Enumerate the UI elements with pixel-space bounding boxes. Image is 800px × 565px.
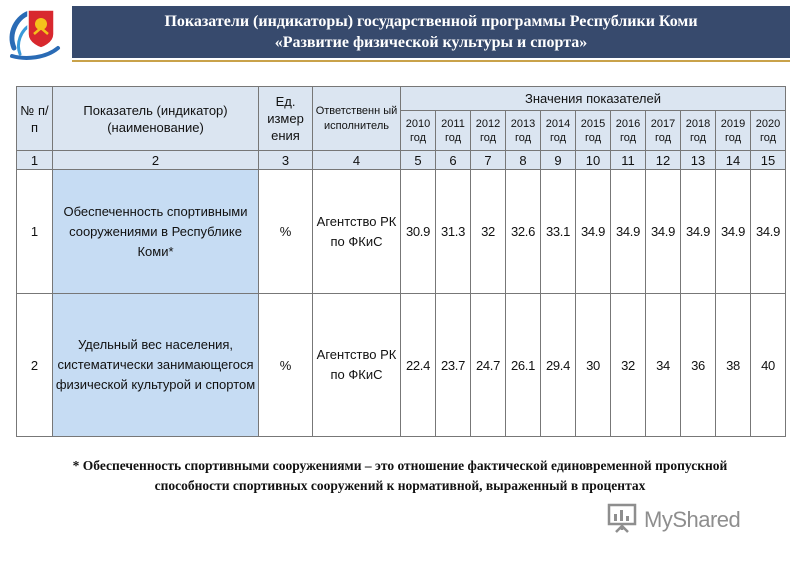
value-cell: 32 (611, 294, 646, 437)
executor-cell: Агентство РК по ФКиС (313, 294, 401, 437)
table-row (17, 294, 786, 437)
header-year: 2020 год (751, 111, 786, 151)
komi-emblem-logo (6, 4, 64, 62)
header-col-values: Значения показателей (401, 87, 786, 111)
title-divider (72, 60, 790, 62)
unit-cell: % (259, 294, 313, 437)
header-year: 2018 год (681, 111, 716, 151)
header-year: 2017 год (646, 111, 681, 151)
value-cell: 40 (751, 294, 786, 437)
myshared-watermark (606, 500, 786, 540)
value-cell: 29.4 (541, 294, 576, 437)
header-col-number: № п/п (17, 87, 53, 151)
value-cell: 34.9 (681, 170, 716, 294)
header-year: 2016 год (611, 111, 646, 151)
presentation-board-icon (606, 502, 638, 539)
column-number: 4 (313, 151, 401, 170)
value-cell: 31.3 (436, 170, 471, 294)
row-number: 1 (17, 170, 53, 294)
column-number: 6 (436, 151, 471, 170)
column-number: 15 (751, 151, 786, 170)
header-year: 2015 год (576, 111, 611, 151)
footnote: * Обеспеченность спортивными сооружениями – это отношение фактической единовременной пропускной способности спортивных сооружений к нормативной, выраженный в процентах (72, 458, 728, 493)
column-number: 2 (53, 151, 259, 170)
column-number: 12 (646, 151, 681, 170)
value-cell: 36 (681, 294, 716, 437)
value-cell: 22.4 (401, 294, 436, 437)
header-col-executor: Ответственн ый исполнитель (313, 87, 401, 151)
slide-title-line-1: Показатели (индикаторы) государственной программы Республики Коми (164, 13, 698, 30)
column-number: 10 (576, 151, 611, 170)
header-year: 2011 год (436, 111, 471, 151)
value-cell: 30.9 (401, 170, 436, 294)
column-number: 3 (259, 151, 313, 170)
value-cell: 26.1 (506, 294, 541, 437)
value-cell: 23.7 (436, 294, 471, 437)
row-number: 2 (17, 294, 53, 437)
value-cell: 34.9 (716, 170, 751, 294)
unit-cell: % (259, 170, 313, 294)
indicators-table (16, 86, 786, 437)
indicator-name: Обеспеченность спортивными сооружениями в Республике Коми* (53, 170, 259, 294)
column-number: 8 (506, 151, 541, 170)
value-cell: 24.7 (471, 294, 506, 437)
value-cell: 34 (646, 294, 681, 437)
indicator-name: Удельный вес населения, систематически занимающегося физической культурой и спортом (53, 294, 259, 437)
slide-title-bar (72, 6, 790, 58)
header-year: 2019 год (716, 111, 751, 151)
header-col-indicator: Показатель (индикатор) (наименование) (53, 87, 259, 151)
slide-title-line-2: «Развитие физической культуры и спорта» (274, 34, 588, 51)
column-number: 7 (471, 151, 506, 170)
column-number: 9 (541, 151, 576, 170)
header-year: 2010 год (401, 111, 436, 151)
header-col-unit: Ед. измер ения (259, 87, 313, 151)
column-number: 11 (611, 151, 646, 170)
header-year: 2012 год (471, 111, 506, 151)
column-number: 13 (681, 151, 716, 170)
column-number: 5 (401, 151, 436, 170)
table-row (17, 170, 786, 294)
header-year: 2013 год (506, 111, 541, 151)
value-cell: 32 (471, 170, 506, 294)
column-number: 14 (716, 151, 751, 170)
value-cell: 33.1 (541, 170, 576, 294)
value-cell: 34.9 (751, 170, 786, 294)
value-cell: 38 (716, 294, 751, 437)
value-cell: 34.9 (646, 170, 681, 294)
executor-cell: Агентство РК по ФКиС (313, 170, 401, 294)
header-year: 2014 год (541, 111, 576, 151)
value-cell: 34.9 (576, 170, 611, 294)
value-cell: 30 (576, 294, 611, 437)
value-cell: 32.6 (506, 170, 541, 294)
value-cell: 34.9 (611, 170, 646, 294)
watermark-text: MyShared (644, 507, 741, 532)
column-numbers-row (17, 151, 786, 170)
column-number: 1 (17, 151, 53, 170)
